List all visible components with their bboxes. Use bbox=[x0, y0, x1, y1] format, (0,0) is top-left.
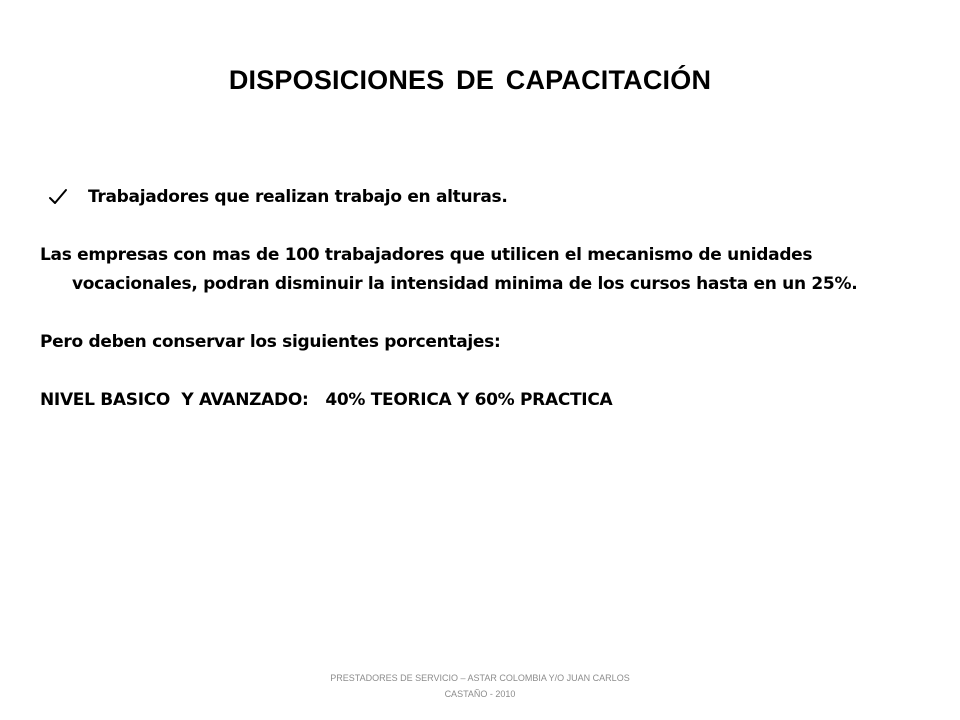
checkmark-icon bbox=[48, 187, 68, 207]
paragraph-levels: NIVEL BASICO Y AVANZADO: 40% TEORICA Y 60% PRACTICA bbox=[40, 390, 613, 410]
slide-title: DISPOSICIONES DE CAPACITACIÓN bbox=[228, 65, 712, 95]
bullet-text: Trabajadores que realizan trabajo en alturas. bbox=[88, 187, 508, 207]
paragraph-reduction: Las empresas con mas de 100 trabajadores que utilicen el mecanismo de unidades vocacionales, podran disminuir la intensidad minima de los cursos hasta en un 25%. bbox=[40, 245, 858, 294]
bullet-item bbox=[40, 183, 920, 212]
slide-body bbox=[40, 183, 920, 415]
slide-footer: PRESTADORES DE SERVICIO – ASTAR COLOMBIA Y/O JUAN CARLOS CASTAÑO - 2010 bbox=[330, 673, 630, 699]
paragraph-percentages-intro: Pero deben conservar los siguientes porcentajes: bbox=[40, 332, 501, 352]
